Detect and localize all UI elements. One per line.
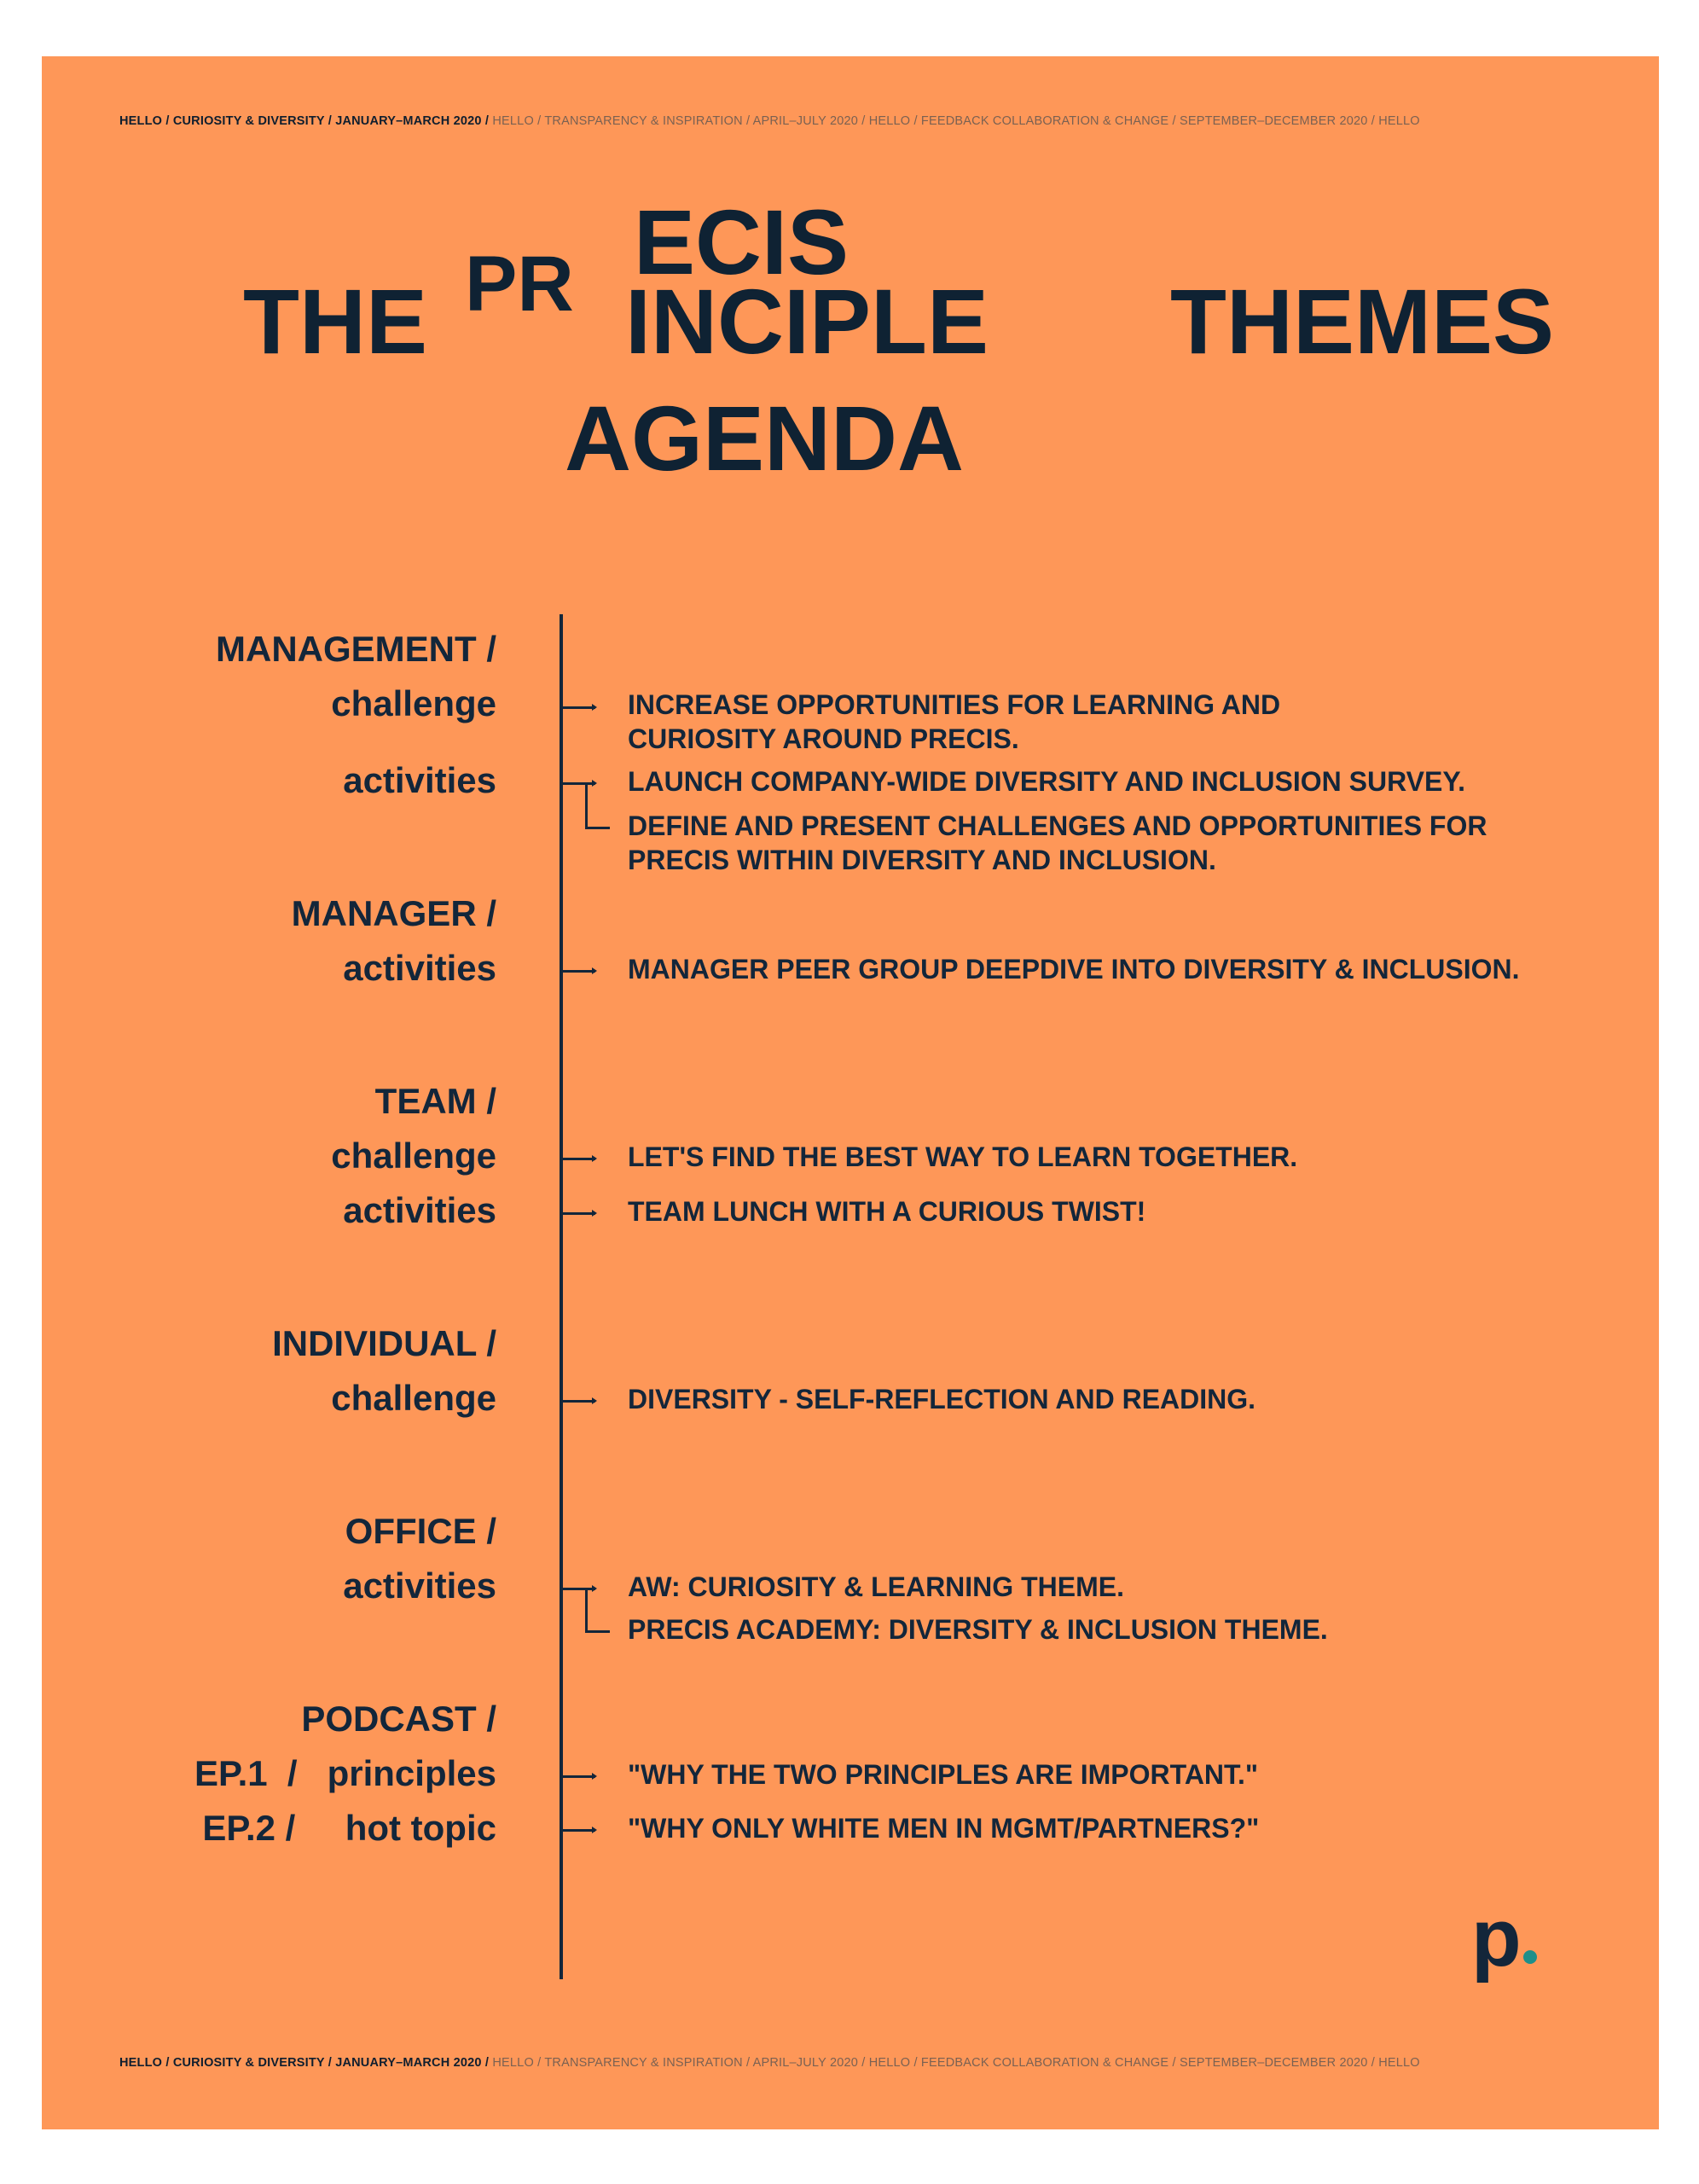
individual-challenge-arrow	[563, 1400, 595, 1403]
management-activity-2-line2: PRECIS WITHIN DIVERSITY AND INCLUSION.	[628, 845, 1216, 875]
timeline-vertical-line	[560, 614, 563, 1979]
office-activity-1: AW: CURIOSITY & LEARNING THEME.	[628, 1571, 1124, 1602]
header-strip-upcoming: HELLO / TRANSPARENCY & INSPIRATION / APRIL–JULY 2020 / HELLO / FEEDBACK COLLABORATION & CHANGE / SEPTEMBER–DECEMBER 2020 / HELLO	[489, 114, 1420, 128]
team-activity-arrow	[563, 1212, 595, 1215]
management-activity-2-line1: DEFINE AND PRESENT CHALLENGES AND OPPORTUNITIES FOR	[628, 810, 1487, 841]
podcast-ep1-text: "WHY THE TWO PRINCIPLES ARE IMPORTANT."	[628, 1759, 1259, 1790]
title-pr: PR	[465, 241, 574, 328]
individual-challenge-text: DIVERSITY - SELF-REFLECTION AND READING.	[628, 1384, 1256, 1414]
header-strip-current: HELLO / CURIOSITY & DIVERSITY / JANUARY–MARCH 2020 /	[119, 114, 490, 128]
management-activity-1: LAUNCH COMPANY-WIDE DIVERSITY AND INCLUSION SURVEY.	[628, 766, 1466, 797]
podcast-ep2-arrow	[563, 1829, 595, 1832]
team-activity-1: TEAM LUNCH WITH A CURIOUS TWIST!	[628, 1196, 1146, 1227]
podcast-ep1-arrow	[563, 1775, 595, 1778]
individual-heading: INDIVIDUAL /	[272, 1323, 496, 1363]
footer-strip-upcoming: HELLO / TRANSPARENCY & INSPIRATION / APRIL–JULY 2020 / HELLO / FEEDBACK COLLABORATION & CHANGE / SEPTEMBER–DECEMBER 2020 / HELLO	[489, 2056, 1420, 2070]
office-heading: OFFICE /	[345, 1511, 496, 1551]
management-activity-2-connector	[585, 782, 610, 829]
team-heading: TEAM /	[374, 1081, 496, 1121]
podcast-ep1-label: EP.1 / principles	[194, 1753, 496, 1793]
footer-strip	[119, 2056, 1420, 2070]
title-themes: THEMES	[1170, 270, 1555, 373]
manager-activities-label: activities	[343, 948, 496, 988]
title-ecis: ECIS	[634, 190, 850, 293]
manager-activity-arrow	[563, 970, 595, 973]
title-the: THE	[243, 270, 427, 373]
management-activities-label: activities	[343, 760, 496, 800]
precis-logo-dot	[1523, 1950, 1537, 1964]
header-strip	[119, 114, 1420, 128]
management-challenge-text-1: INCREASE OPPORTUNITIES FOR LEARNING AND	[628, 689, 1281, 720]
office-activity-2: PRECIS ACADEMY: DIVERSITY & INCLUSION THEME.	[628, 1614, 1328, 1645]
team-challenge-arrow	[563, 1158, 595, 1160]
management-challenge-text-2: CURIOSITY AROUND PRECIS.	[628, 723, 1019, 754]
management-heading: MANAGEMENT /	[216, 629, 496, 669]
podcast-ep2-text: "WHY ONLY WHITE MEN IN MGMT/PARTNERS?"	[628, 1813, 1260, 1844]
title-inciple: INCIPLE	[625, 270, 989, 373]
office-activity-2-connector	[585, 1588, 610, 1633]
footer-strip-current: HELLO / CURIOSITY & DIVERSITY / JANUARY–MARCH 2020 /	[119, 2056, 490, 2070]
manager-activity-1: MANAGER PEER GROUP DEEPDIVE INTO DIVERSITY & INCLUSION.	[628, 954, 1520, 985]
management-challenge-label: challenge	[331, 683, 496, 723]
podcast-ep2-label: EP.2 / hot topic	[202, 1808, 496, 1848]
podcast-heading: PODCAST /	[301, 1699, 496, 1739]
team-challenge-text: LET'S FIND THE BEST WAY TO LEARN TOGETHER.	[628, 1141, 1298, 1172]
team-challenge-label: challenge	[331, 1136, 496, 1176]
management-challenge-arrow	[563, 706, 595, 709]
office-activities-label: activities	[343, 1565, 496, 1606]
team-activities-label: activities	[343, 1190, 496, 1230]
title-agenda: AGENDA	[565, 386, 965, 490]
precis-logo: p	[1471, 1892, 1522, 1984]
manager-heading: MANAGER /	[291, 893, 496, 933]
individual-challenge-label: challenge	[331, 1378, 496, 1418]
